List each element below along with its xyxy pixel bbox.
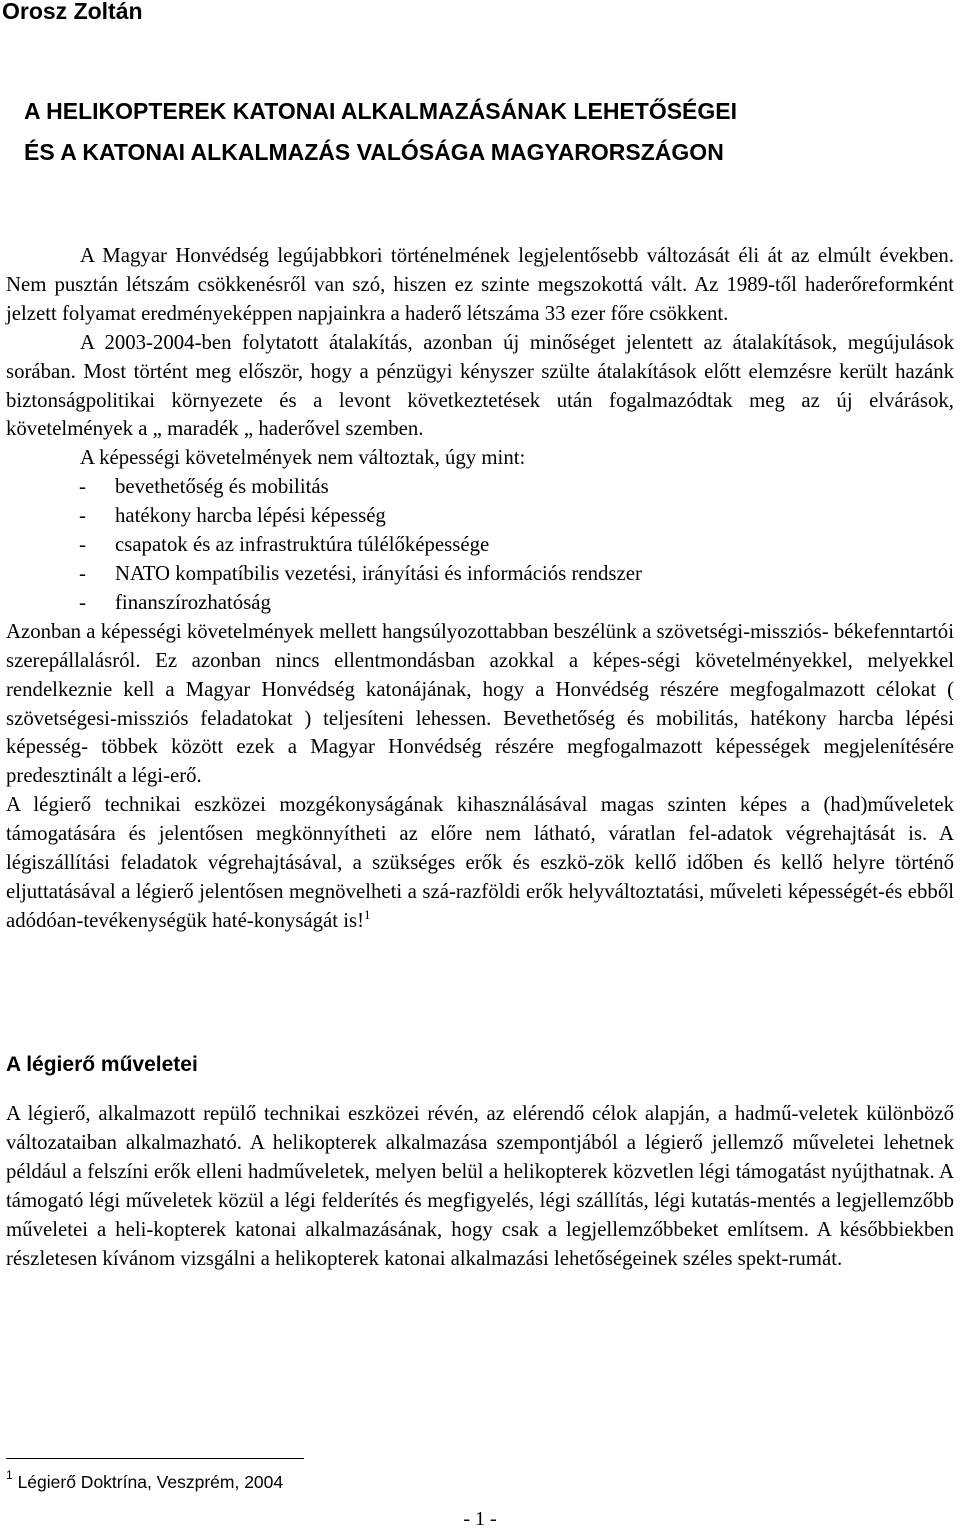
- footnote-divider: [6, 1458, 304, 1459]
- list-item-text: hatékony harcba lépési képesség: [115, 504, 386, 528]
- intro-section: [6, 242, 954, 936]
- title-line-2: ÉS A KATONAI ALKALMAZÁS VALÓSÁGA MAGYARORSZÁGON: [24, 139, 724, 165]
- list-item: [6, 473, 954, 502]
- list-dash: -: [79, 533, 86, 557]
- intro-paragraph-3: A képességi követelmények nem változtak, úgy mint:: [80, 446, 526, 470]
- page-number: - 1 -: [463, 1508, 497, 1530]
- footnote-reference[interactable]: 1: [364, 906, 371, 922]
- list-item: [6, 589, 954, 618]
- list-item-text: csapatok és az infrastruktúra túlélőképessége: [115, 533, 490, 557]
- list-item: [6, 502, 954, 531]
- footnote: [6, 1470, 283, 1494]
- intro-paragraph-1: A Magyar Honvédség legújabbkori történelmének legjelentősebb változását éli át az elmúlt években. Nem pusztán létszám csökkenésről van szó, hiszen ez szinte megszokottá vált. Az 1989-től haderőreformként jelzett folyamat eredményeképpen napjainkra a haderő létszáma 33 ezer főre csökkent.: [6, 244, 954, 325]
- list-item: [6, 531, 954, 560]
- section-body: [6, 1100, 954, 1273]
- footnote-number: 1: [6, 1468, 13, 1482]
- list-dash: -: [79, 504, 86, 528]
- intro-paragraph-4: Azonban a képességi követelmények mellett hangsúlyozottabban beszélünk a szövetségi-missziós- békefenntartói szerepállalásról. Ez azonban nincs ellentmondásban azokkal a képes-ségi követelményekkel, melyekkel rendelkeznie kell a Magyar Honvédség katonájának, hogy a Honvédség részére megfogalmazott célokat ( szövetségesi-missziós feladatokat ) teljesíteni lehessen. Bevethetőség és mobilitás, hatékony harcba lépési képesség- többek között ezek a Magyar Honvédség részére megfogalmazott képességek megjelenítésére predesztinált a légi-erő.: [6, 619, 954, 788]
- author-name: Orosz Zoltán: [2, 0, 143, 24]
- intro-paragraph-5: [6, 791, 954, 936]
- section-heading: A légierő műveletei: [6, 1053, 198, 1076]
- list-item-text: NATO kompatíbilis vezetési, irányítási és információs rendszer: [115, 561, 642, 585]
- list-dash: -: [79, 590, 86, 614]
- list-item-text: bevethetőség és mobilitás: [115, 475, 329, 499]
- list-item-text: finanszírozhatóság: [115, 590, 271, 614]
- list-dash: -: [79, 475, 86, 499]
- intro-paragraph-5-text: A légierő technikai eszközei mozgékonyságának kihasználásával magas szinten képes a (had)műveletek támogatására és jelentősen megkönnyítheti az előre nem látható, váratlan fel-adatok végrehajtását is. A légiszállítási feladatok végrehajtásával, a szükséges erők és eszkö-zök kellő időben és kellő helyre történő eljuttatásával a légierő jelentősen megnövelheti a szá-razföldi erők helyváltoztatási, műveleti képességét-és ebből adódóan-tevékenységük haté-konyságát is!: [6, 793, 954, 932]
- title-line-1: A HELIKOPTEREK KATONAI ALKALMAZÁSÁNAK LEHETŐSÉGEI: [24, 98, 738, 124]
- intro-paragraph-2: A 2003-2004-ben folytatott átalakítás, azonban új minőséget jelentett az átalakítások, megújulások sorában. Most történt meg először, hogy a pénzügyi kényszer szülte átalakítások előtt elemzésre került hazánk biztonságpolitikai környezete és a levont következtetések után fogalmazódtak meg az új elvárások, követelmények a „ maradék „ haderővel szemben.: [6, 330, 954, 441]
- list-item: [6, 560, 954, 589]
- list-dash: -: [79, 561, 86, 585]
- requirements-list: [6, 473, 954, 618]
- section-paragraph-1: A légierő, alkalmazott repülő technikai eszközei révén, az elérendő célok alapján, a hadmű-veletek különböző változataiban alkalmazható. A helikopterek alkalmazása szempontjából a légierő jellemző műveletei lehetnek például a felszíni erők elleni hadműveletek, melyen belül a helikopterek közvetlen légi támogatást nyújthatnak. A támogató légi műveletek közül a légi felderítés és megfigyelés, légi szállítás, légi kutatás-mentés a legjellemzőbb műveletei a heli-kopterek katonai alkalmazásának, hogy csak a legjellemzőbbeket említsem. A későbbiekben részletesen kívánom vizsgálni a helikopterek katonai alkalmazási lehetőségeinek széles spekt-rumát.: [6, 1102, 954, 1270]
- footnote-text: Légierő Doktrína, Veszprém, 2004: [17, 1472, 284, 1492]
